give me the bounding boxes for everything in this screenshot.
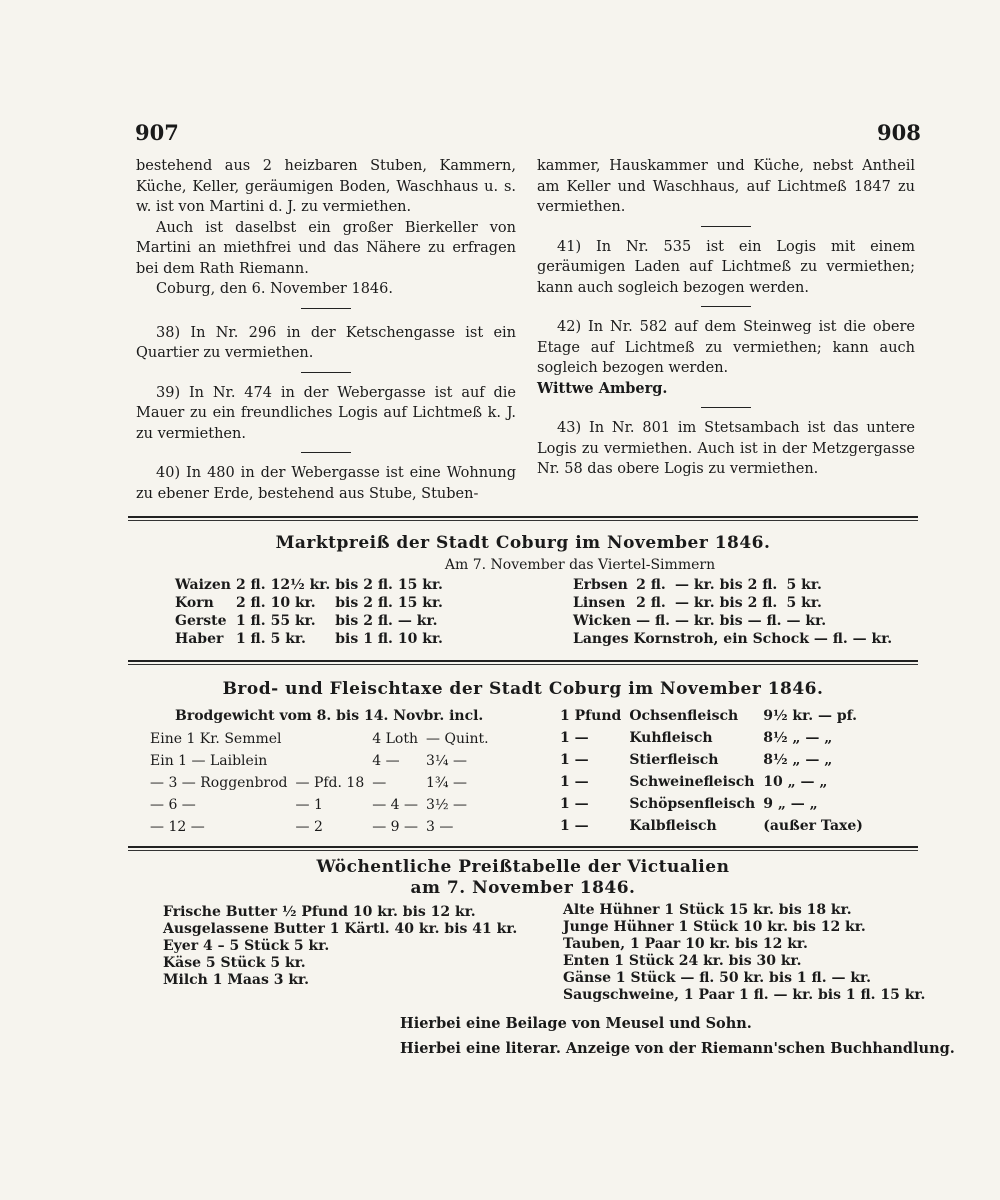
grain-row-cell: 2 fl. — [235, 577, 266, 593]
section-rule — [128, 664, 918, 665]
victuals-subtitle: am 7. November 1846. — [410, 878, 636, 898]
bread-row-cell: Ein 1 — Laiblein — [150, 753, 268, 769]
meat-row-cell: 1 — — [560, 774, 589, 790]
meat-row-cell: 8½ „ — „ — [763, 730, 833, 746]
section-rule — [128, 660, 918, 662]
grain-row-cell: bis — [335, 595, 359, 611]
legume-row-cell: Wicken — [573, 613, 632, 629]
meat-row — [560, 705, 871, 727]
victual-item: Frische Butter ½ Pfund 10 kr. bis 12 kr. — [163, 904, 476, 920]
grain-row-cell: bis — [335, 577, 359, 593]
ad-38: 38) In Nr. 296 in der Ketschengasse ist ein Quartier zu vermiethen. — [136, 324, 516, 361]
ad-42: 42) In Nr. 582 auf dem Steinweg ist die obere Etage auf Lichtmeß zu vermiethen; kann auch sogleich bezogen werden. — [537, 319, 915, 376]
market-grain-table — [175, 576, 448, 648]
meat-row-cell: 9½ kr. — pf. — [763, 708, 858, 724]
ad-43: 43) In Nr. 801 im Stetsambach ist das untere Logis zu vermiethen. Auch ist in der Metzgergasse Nr. 58 das obere Logis zu vermiethen. — [537, 420, 915, 477]
bread-row-cell — [296, 750, 373, 772]
grain-row-cell: Korn — [175, 595, 214, 611]
legume-row-cell: 2 fl. — [636, 577, 666, 593]
bread-row — [150, 794, 497, 816]
bread-row — [150, 750, 497, 772]
meat-row-cell: 1 Pfund — [560, 708, 622, 724]
bread-row-cell: — 3 — Roggenbrod — [150, 775, 288, 791]
legume-row — [573, 594, 831, 612]
ad-41: 41) In Nr. 535 ist ein Logis mit einem geräumigen Laden auf Lichtmeß zu vermiethen; kann auch sogleich bezogen werden. — [537, 238, 915, 296]
grain-row — [175, 594, 448, 612]
bread-title: Brod- und Fleischtaxe der Stadt Coburg im November 1846. — [222, 679, 824, 699]
meat-row-cell: Stierfleisch — [629, 752, 719, 768]
grain-row-cell: Gerste — [175, 613, 227, 629]
legume-row-cell: bis — [719, 613, 743, 629]
meat-price-table — [560, 705, 871, 837]
bread-row-cell: — — [372, 775, 387, 791]
page-number-right: 908 — [877, 120, 921, 145]
grain-row-cell: 2 fl. — [235, 595, 266, 611]
ad-39: 39) In Nr. 474 in der Webergasse ist auf die Mauer zu ein freundliches Logis auf Lichtmeß k. J. zu vermiethen. — [136, 384, 516, 442]
victuals-right-list — [563, 902, 925, 1004]
legume-row-cell: bis — [719, 595, 743, 611]
grain-row — [175, 576, 448, 594]
bread-row — [150, 772, 497, 794]
straw-price: Langes Kornstroh, ein Schock — fl. — kr. — [573, 631, 893, 647]
right-column — [537, 156, 915, 480]
grain-row-cell: 2 fl. — [363, 613, 393, 629]
meat-row-cell: (außer Taxe) — [763, 818, 863, 834]
grain-row-cell: 1 fl. — [235, 631, 266, 647]
left-paragraph-1: bestehend aus 2 heizbaren Stuben, Kammern, Küche, Keller, geräumigen Boden, Waschhaus u. s. w. ist von Martini d. J. zu vermiethen. — [136, 158, 516, 215]
dateline: Coburg, den 6. November 1846. — [156, 281, 393, 297]
meat-row-cell: 8½ „ — „ — [763, 752, 833, 768]
meat-row — [560, 815, 871, 837]
victual-item: Eyer 4 – 5 Stück 5 kr. — [163, 938, 330, 954]
grain-row-cell: bis — [335, 631, 359, 647]
legume-row-cell: — kr. — [786, 613, 827, 629]
legume-row-cell: bis — [719, 577, 743, 593]
legume-row-cell: Linsen — [573, 595, 626, 611]
bread-row-cell: Eine 1 Kr. Semmel — [150, 731, 282, 747]
bread-row — [150, 816, 497, 838]
market-subtitle: Am 7. November das Viertel-Simmern — [444, 557, 716, 573]
legume-row-cell: 2 fl. — [747, 577, 778, 593]
bread-row-cell — [296, 728, 373, 750]
bread-row-cell: — Pfd. 18 — [295, 775, 365, 791]
victual-item: Milch 1 Maas 3 kr. — [163, 972, 310, 988]
separator — [301, 372, 351, 373]
section-rule — [128, 846, 918, 848]
meat-row-cell: Ochsenfleisch — [629, 708, 739, 724]
victuals-title: Wöchentliche Preißtabelle der Victualien — [316, 857, 730, 877]
legume-row — [573, 612, 831, 630]
separator — [301, 452, 351, 453]
legume-row — [573, 576, 831, 594]
separator — [701, 306, 751, 307]
meat-row-cell: 1 — — [560, 796, 589, 812]
section-rule — [128, 516, 918, 518]
grain-row-cell: Waizen — [175, 577, 231, 593]
meat-row-cell: 1 — — [560, 730, 589, 746]
meat-row-cell: 9 „ — „ — [763, 796, 818, 812]
grain-row-cell: 55 kr. — [270, 613, 316, 629]
grain-row-cell: 10 kr. — [270, 595, 316, 611]
victuals-left-list — [163, 904, 517, 989]
bread-row-cell: — 1 — [295, 797, 323, 813]
bread-row-cell: — 4 — — [372, 797, 419, 813]
bread-row-cell: 3 — — [426, 819, 454, 835]
grain-row-cell: — kr. — [397, 613, 438, 629]
grain-row-cell: 5 kr. — [270, 631, 306, 647]
bread-row-cell: 4 — — [372, 753, 400, 769]
market-legume-table — [573, 576, 892, 648]
grain-row — [175, 630, 448, 648]
notice-literary: Hierbei eine literar. Anzeige von der Riemann'schen Buchhandlung. — [400, 1040, 955, 1057]
bread-row-cell: — 6 — — [150, 797, 196, 813]
separator — [301, 308, 351, 309]
bread-row-cell: 3½ — — [426, 797, 467, 813]
left-paragraph-2: Auch ist daselbst ein großer Bierkeller von Martini an miethfrei und das Nähere zu erfragen bei dem Rath Riemann. — [136, 219, 516, 277]
grain-row-cell: bis — [335, 613, 359, 629]
meat-row-cell: Schweinefleisch — [629, 774, 755, 790]
meat-row-cell: Kalbfleisch — [629, 818, 717, 834]
ad-42-signature: Wittwe Amberg. — [537, 379, 668, 397]
meat-row-cell: 10 „ — „ — [763, 774, 828, 790]
left-column — [136, 156, 516, 504]
separator — [701, 226, 751, 227]
legume-row-cell: — kr. — [675, 577, 715, 593]
notice-supplement: Hierbei eine Beilage von Meusel und Sohn. — [400, 1015, 752, 1032]
section-rule — [128, 520, 918, 521]
legume-row-cell: 5 kr. — [786, 577, 822, 593]
meat-row-cell: 1 — — [560, 818, 589, 834]
grain-row-cell: 2 fl. — [363, 577, 393, 593]
meat-row — [560, 727, 871, 749]
bread-row-cell: 3¼ — — [426, 753, 467, 769]
bread-row-cell: — 2 — [295, 819, 323, 835]
meat-row-cell: Schöpsenfleisch — [629, 796, 756, 812]
meat-row — [560, 793, 871, 815]
right-paragraph-1: kammer, Hauskammer und Küche, nebst Antheil am Keller und Waschhaus, auf Lichtmeß 1847 zu vermiethen. — [537, 158, 915, 215]
grain-row-cell: 15 kr. — [397, 577, 443, 593]
bread-subtitle: Brodgewicht vom 8. bis 14. Novbr. incl. — [175, 708, 484, 724]
victual-item: Saugschweine, 1 Paar 1 fl. — kr. bis 1 fl. 15 kr. — [563, 987, 926, 1003]
grain-row-cell: 2 fl. — [363, 595, 393, 611]
legume-row-cell: 5 kr. — [786, 595, 822, 611]
legume-row-cell: — fl. — [636, 613, 671, 629]
legume-row-cell: 2 fl. — [636, 595, 666, 611]
bread-row-cell: 4 Loth — [372, 731, 418, 747]
victual-item: Enten 1 Stück 24 kr. bis 30 kr. — [563, 953, 802, 969]
meat-row-cell: 1 — — [560, 752, 589, 768]
bread-row-cell: — 12 — — [150, 819, 205, 835]
legume-row-cell: Erbsen — [573, 577, 628, 593]
grain-row-cell: 1 fl. — [235, 613, 266, 629]
legume-row-cell: — kr. — [675, 613, 715, 629]
market-title: Marktpreiß der Stadt Coburg im November 1846. — [275, 533, 771, 553]
bread-row-cell: — Quint. — [426, 731, 489, 747]
bread-row — [150, 728, 497, 750]
legume-row-cell: — kr. — [675, 595, 715, 611]
victual-item: Gänse 1 Stück — fl. 50 kr. bis 1 fl. — kr. — [563, 970, 871, 986]
page-number-left: 907 — [135, 120, 179, 145]
meat-row-cell: Kuhfleisch — [629, 730, 713, 746]
meat-row — [560, 749, 871, 771]
grain-row-cell: 15 kr. — [397, 595, 443, 611]
bread-row-cell: — 9 — — [372, 819, 419, 835]
bread-row-cell: 1¾ — — [426, 775, 467, 791]
legume-row-cell: 2 fl. — [747, 595, 778, 611]
grain-row-cell: 12½ kr. — [270, 577, 331, 593]
victual-item: Ausgelassene Butter 1 Kärtl. 40 kr. bis 41 kr. — [163, 921, 518, 937]
victual-item: Junge Hühner 1 Stück 10 kr. bis 12 kr. — [563, 919, 866, 935]
bread-weight-table — [150, 728, 497, 838]
section-rule — [128, 850, 918, 851]
grain-row — [175, 612, 448, 630]
separator — [701, 407, 751, 408]
victual-item: Alte Hühner 1 Stück 15 kr. bis 18 kr. — [563, 902, 852, 918]
ad-40: 40) In 480 in der Webergasse ist eine Wohnung zu ebener Erde, bestehend aus Stube, Stuben- — [136, 465, 516, 502]
grain-row-cell: 1 fl. — [363, 631, 393, 647]
victual-item: Käse 5 Stück 5 kr. — [163, 955, 306, 971]
meat-row — [560, 771, 871, 793]
legume-row-cell: — fl. — [747, 613, 782, 629]
grain-row-cell: Haber — [175, 631, 224, 647]
victual-item: Tauben, 1 Paar 10 kr. bis 12 kr. — [563, 936, 808, 952]
grain-row-cell: 10 kr. — [397, 631, 443, 647]
